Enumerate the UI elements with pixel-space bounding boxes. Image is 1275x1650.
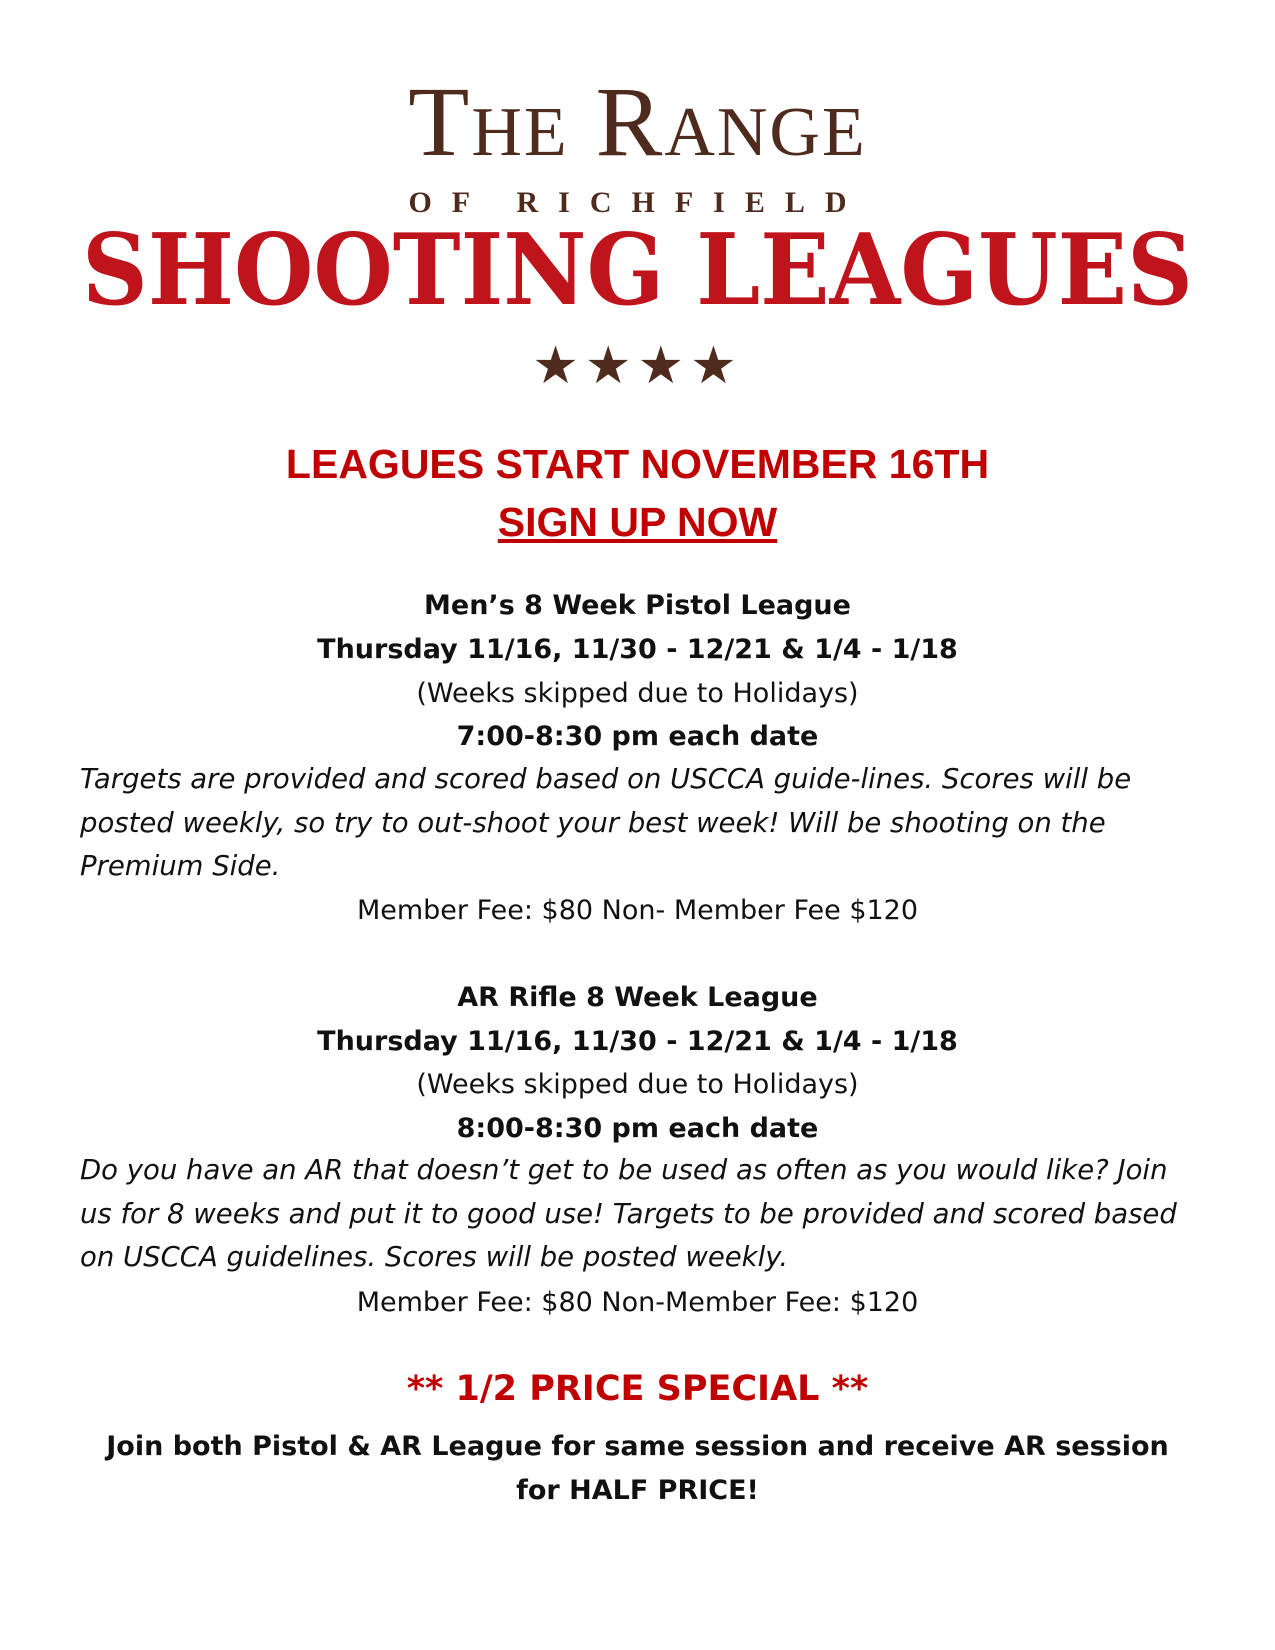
logo-title: The Range (408, 66, 867, 177)
league-1-title: Men’s 8 Week Pistol League (424, 590, 851, 621)
league-1-note: (Weeks skipped due to Holidays) (416, 678, 859, 709)
league-2-description: Do you have an AR that doesn’t get to be used as often as you would like? Join us for 8 weeks and put it to good use! Targets to be provided and scored based on USCCA guidelines. Scores will be posted weekly. (80, 1154, 1177, 1273)
logo-program: SHOOTING LEAGUES (82, 213, 1193, 328)
league-1-fees: Member Fee: $80 Non- Member Fee $120 (356, 895, 919, 926)
league-2-note: (Weeks skipped due to Holidays) (416, 1069, 859, 1100)
league-1-time: 7:00-8:30 pm each date (456, 721, 819, 752)
league-2-title: AR Rifle 8 Week League (457, 982, 818, 1013)
sign-up-callout: SIGN UP NOW (497, 499, 778, 545)
headline: LEAGUES START NOVEMBER 16TH (285, 441, 990, 487)
league-2-time: 8:00-8:30 pm each date (456, 1113, 819, 1144)
special-offer-text: Join both Pistol & AR League for same session and receive AR session for HALF PRICE! (106, 1431, 1169, 1506)
league-1-description: Targets are provided and scored based on USCCA guide-lines. Scores will be posted weekly, so try to out-shoot your best week! Will be shooting on the Premium Side. (80, 763, 1132, 882)
league-2-fees: Member Fee: $80 Non-Member Fee: $120 (356, 1287, 919, 1318)
special-offer-title: ** 1/2 PRICE SPECIAL ** (406, 1369, 869, 1409)
logo-subtitle: OF RICHFIELD (408, 186, 867, 219)
league-2-dates: Thursday 11/16, 11/30 - 12/21 & 1/4 - 1/18 (317, 1026, 958, 1057)
logo-stars-icon: ★★★★ (532, 336, 743, 396)
league-1-dates: Thursday 11/16, 11/30 - 12/21 & 1/4 - 1/18 (317, 634, 958, 665)
